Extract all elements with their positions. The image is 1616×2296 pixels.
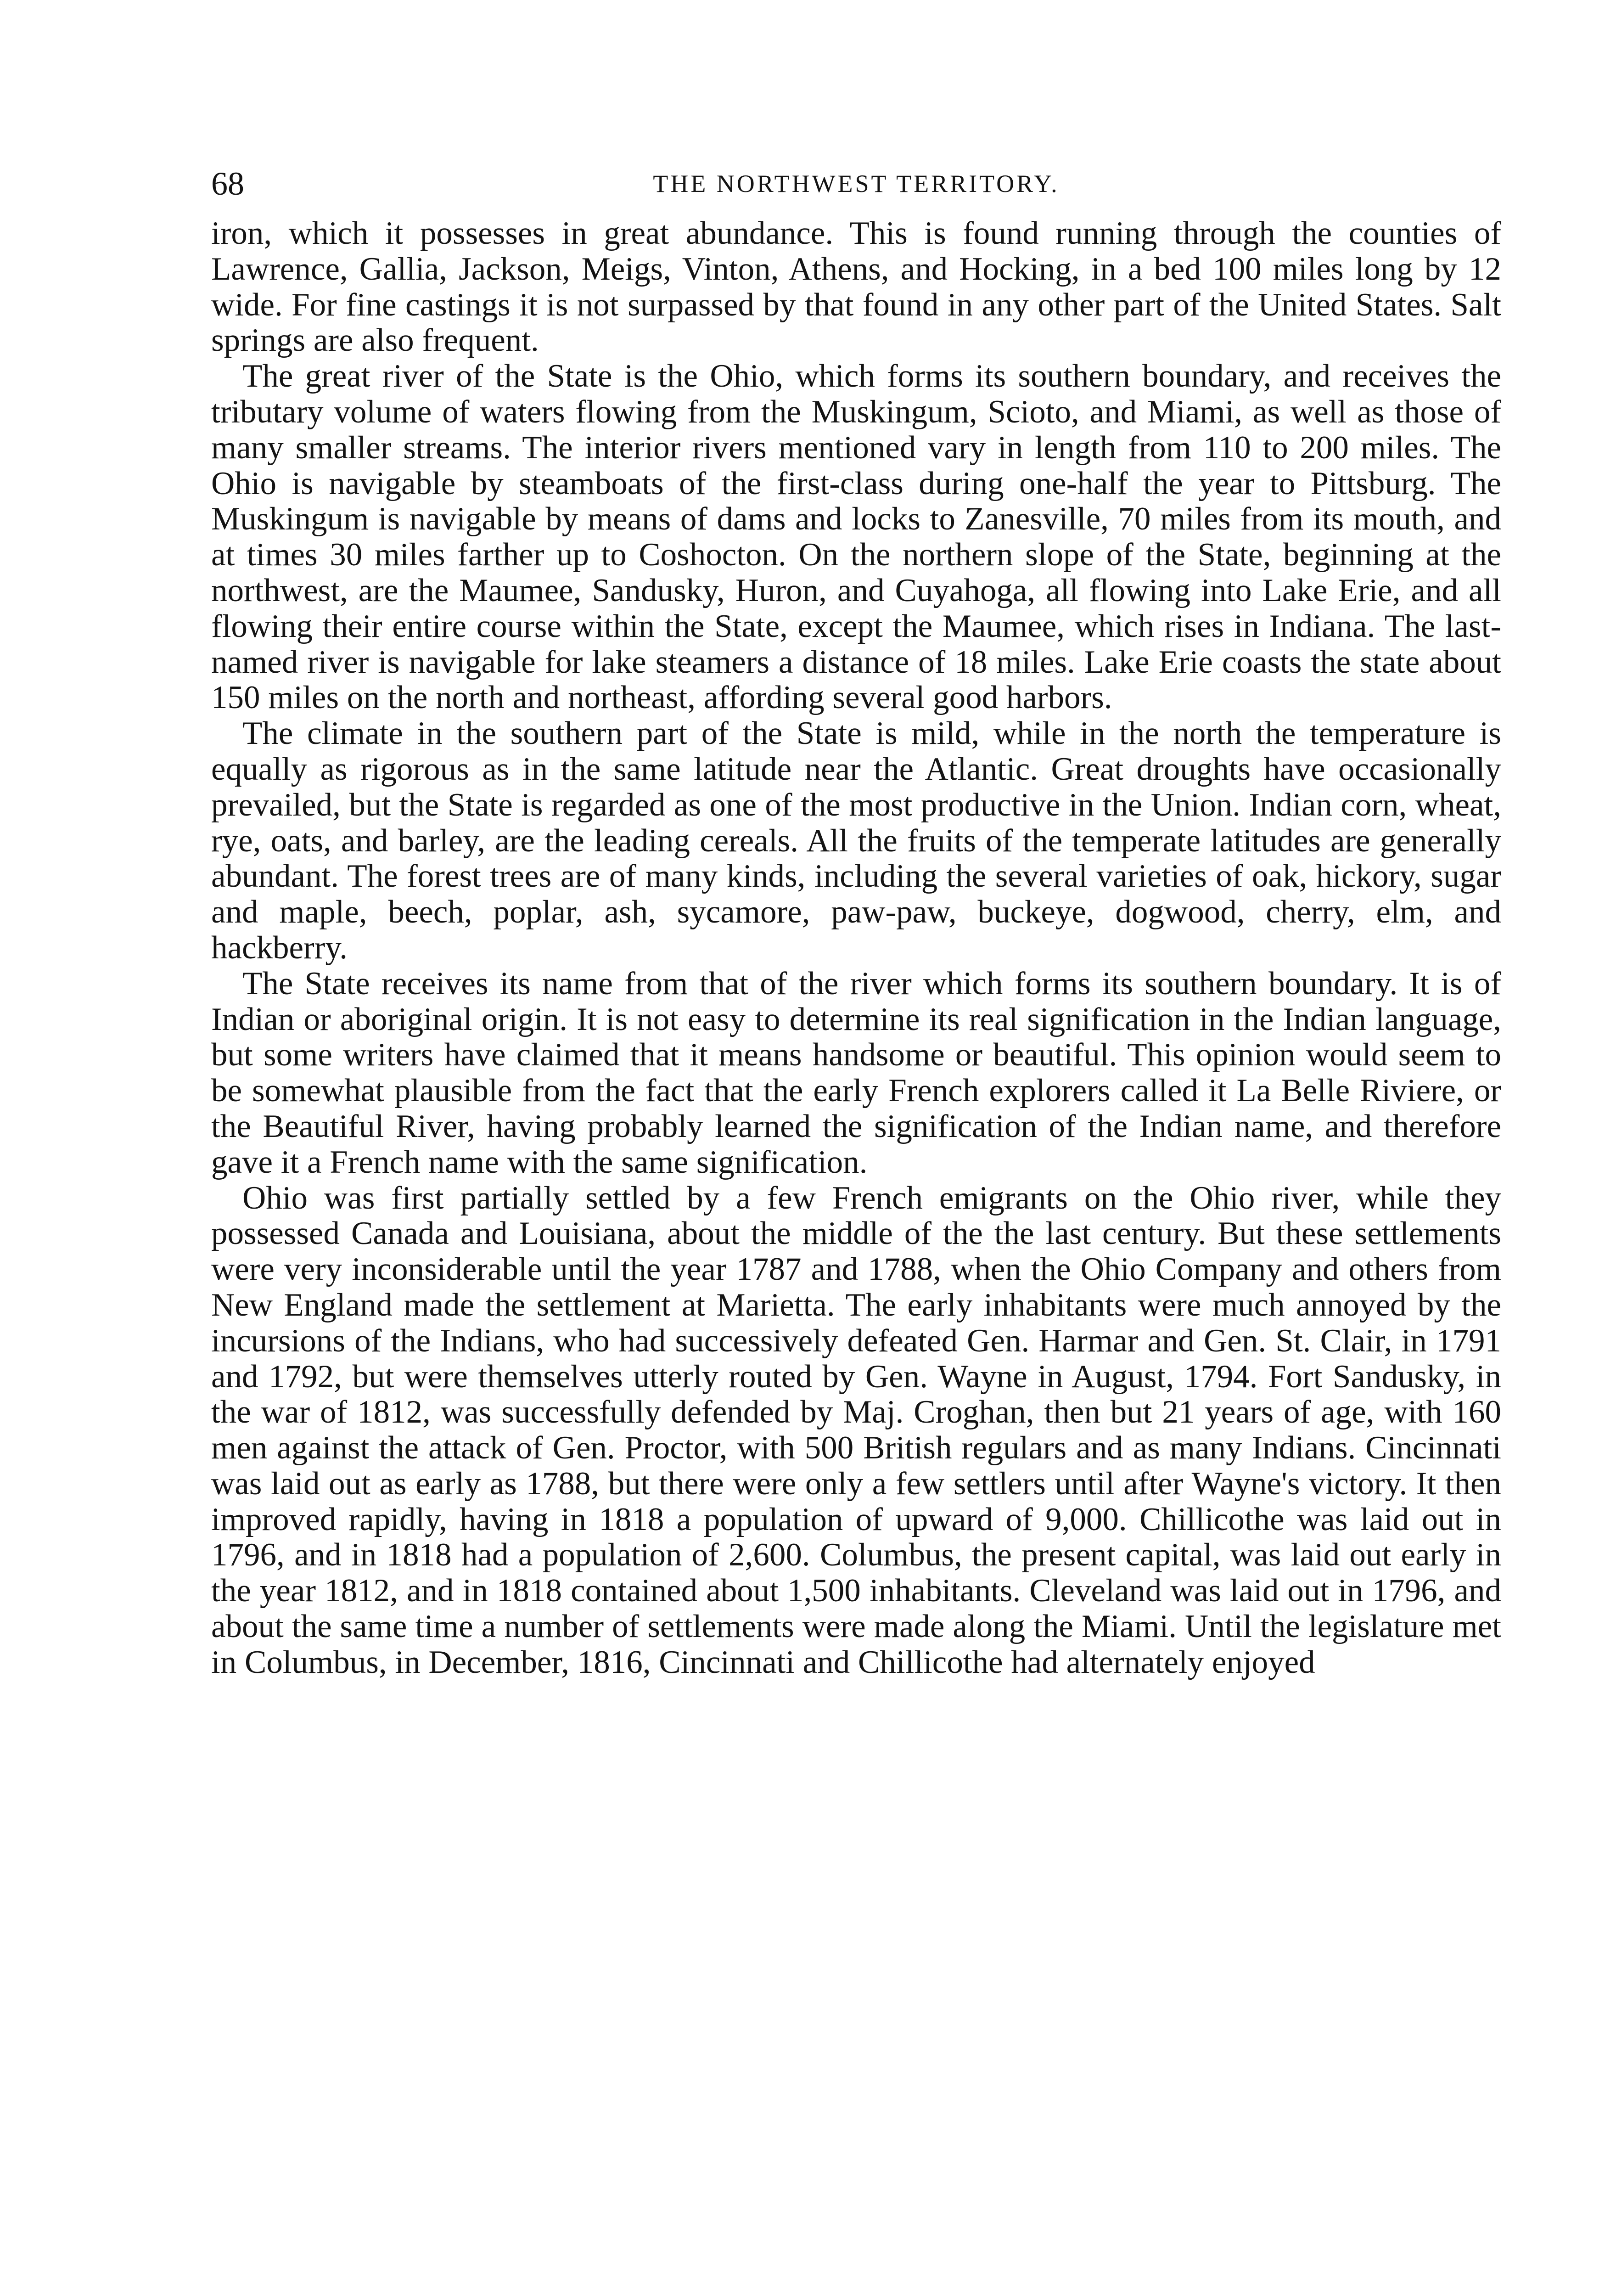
page-header <box>211 161 1501 207</box>
running-title: THE NORTHWEST TERRITORY. <box>653 170 1060 197</box>
paragraph-settlement: Ohio was first partially settled by a few French emigrants on the Ohio river, while they possessed Canada and Louisiana, about the middle of the the last century. But these settlements were very inconsiderable until the year 1787 and 1788, when the Ohio Company and others from New England made the settlement at Marietta. The early inhabitants were much annoyed by the incursions of the Indians, who had successively defeated Gen. Harmar and Gen. St. Clair, in 1791 and 1792, but were themselves utterly routed by Gen. Wayne in August, 1794. Fort Sandusky, in the war of 1812, was successfully defended by Maj. Croghan, then but 21 years of age, with 160 men against the attack of Gen. Proctor, with 500 British regulars and as many Indians. Cincinnati was laid out as early as 1788, but there were only a few settlers until after Wayne's victory. It then improved rapidly, having in 1818 a population of upward of 9,000. Chillicothe was laid out in 1796, and in 1818 had a population of 2,600. Columbus, the present capital, was laid out early in the year 1812, and in 1818 contained about 1,500 inhabitants. Cleveland was laid out in 1796, and about the same time a number of settlements were made along the Miami. Until the legislature met in Columbus, in December, 1816, Cincinnati and Chillicothe had alternately enjoyed <box>211 1180 1501 1680</box>
paragraph-iron: iron, which it possesses in great abundance. This is found running through the counties of Lawrence, Gallia, Jackson, Meigs, Vinton, Athens, and Hocking, in a bed 100 miles long by 12 wide. For fine castings it is not surpassed by that found in any other part of the United States. Salt springs are also frequent. <box>211 215 1501 359</box>
paragraph-rivers: The great river of the State is the Ohio, which forms its southern boundary, and receives the tributary volume of waters flowing from the Muskingum, Scioto, and Miami, as well as those of many smaller streams. The interior rivers mentioned vary in length from 110 to 200 miles. The Ohio is navigable by steamboats of the first-class during one-half the year to Pittsburg. The Muskingum is navigable by means of dams and locks to Zanesville, 70 miles from its mouth, and at times 30 miles farther up to Coshocton. On the northern slope of the State, beginning at the northwest, are the Maumee, Sandusky, Huron, and Cuyahoga, all flowing into Lake Erie, and all flowing their entire course within the State, except the Maumee, which rises in Indiana. The last-named river is navigable for lake steamers a distance of 18 miles. Lake Erie coasts the state about 150 miles on the north and northeast, affording several good harbors. <box>211 358 1501 716</box>
paragraph-name-origin: The State receives its name from that of the river which forms its southern boundary. It is of Indian or aboriginal origin. It is not easy to determine its real signification in the Indian language, but some writers have claimed that it means handsome or beautiful. This opinion would seem to be somewhat plausible from the fact that the early French explorers called it La Belle Riviere, or the Beautiful River, having probably learned the signification of the Indian name, and therefore gave it a French name with the same signification. <box>211 965 1501 1180</box>
page-number: 68 <box>211 165 244 202</box>
body-text <box>211 216 1501 1681</box>
paragraph-climate: The climate in the southern part of the State is mild, while in the north the temperature is equally as rigorous as in the same latitude near the Atlantic. Great droughts have occasionally prevailed, but the State is regarded as one of the most productive in the Union. Indian corn, wheat, rye, oats, and barley, are the leading cereals. All the fruits of the temperate latitudes are generally abundant. The forest trees are of many kinds, including the several varieties of oak, hickory, sugar and maple, beech, poplar, ash, sycamore, paw-paw, buckeye, dogwood, cherry, elm, and hackberry. <box>211 715 1501 966</box>
